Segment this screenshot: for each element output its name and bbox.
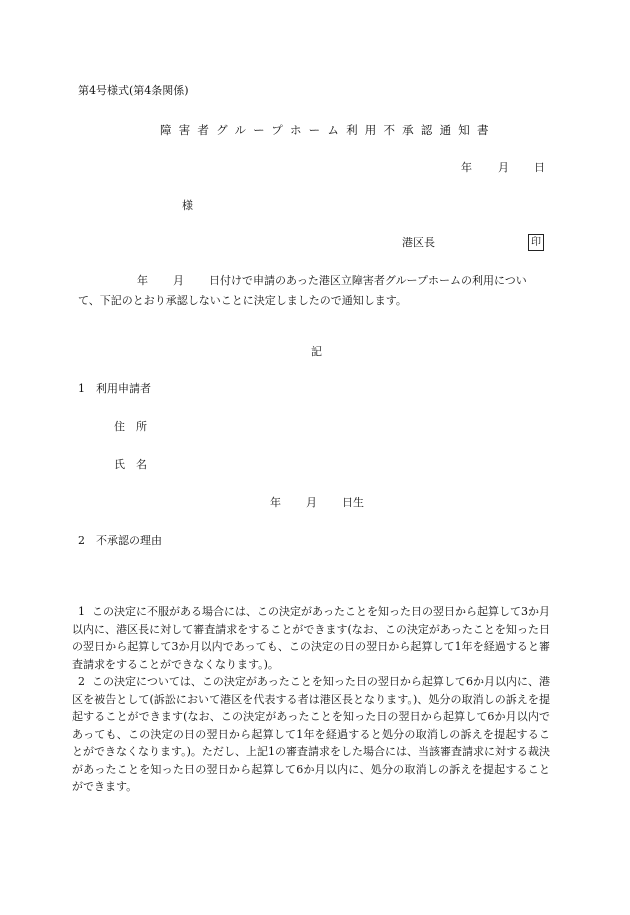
birth-day-suffix: 日生 <box>342 496 364 509</box>
note-2-body: この決定については、この決定があったことを知った日の翌日から起算して6か月以内に、港区を被告として(訴訟において港区を代表する者は港区長となります。)、処分の取消しの訴えを提起することができます(なお、この決定があったことを知った日の翌日から起算して6か月以内であっても、この決定の日の翌日から起算して1年を経過すると処分の取消しの訴えを提起することができなくなります。)。ただし、上記1の審査請求をした場合には、当該審査請求に対する裁決があったことを知った日の翌日から起算して6か月以内に、処分の取消しの訴えを提起することができます。 <box>72 675 550 793</box>
note-1-number: 1 <box>78 605 85 618</box>
name-label: 氏 名 <box>114 458 147 471</box>
note-1-text <box>72 603 550 673</box>
seal-mark: 印 <box>528 234 544 251</box>
intro-month: 月 <box>173 274 184 287</box>
intro-line-1: 日付けで申請のあった港区立障害者グループホームの利用につい <box>209 274 527 287</box>
section-2-heading: 不承認の理由 <box>96 534 162 547</box>
section-1-number: 1 <box>78 382 85 395</box>
intro-year: 年 <box>137 274 148 287</box>
note-1-body: この決定に不服がある場合には、この決定があったことを知った日の翌日から起算して3か月以内に、港区長に対して審査請求をすることができます(なお、この決定があったことを知った日の翌日から起算して3か月以内であっても、この決定の日の翌日から起算して1年を経過すると審査請求をすることができなくなります。)。 <box>72 605 550 671</box>
note-2-number: 2 <box>78 675 85 688</box>
birth-year: 年 <box>270 496 281 509</box>
address-label: 住 所 <box>114 420 147 433</box>
birth-month: 月 <box>306 496 317 509</box>
date-year: 年 <box>461 161 472 174</box>
section-1-heading: 利用申請者 <box>96 382 151 395</box>
section-2-number: 2 <box>78 534 85 547</box>
ki-heading: 記 <box>311 345 322 358</box>
date-day: 日 <box>534 161 545 174</box>
issuer: 港区長 <box>402 236 435 249</box>
note-2-text <box>72 673 550 796</box>
document-title: 障害者グループホーム利用不承認通知書 <box>160 123 496 137</box>
date-month: 月 <box>498 161 509 174</box>
intro-line-2: て、下記のとおり承認しないことに決定しましたので通知します。 <box>78 294 407 307</box>
addressee-suffix: 様 <box>182 199 193 212</box>
form-number: 第4号様式(第4条関係) <box>78 84 189 97</box>
